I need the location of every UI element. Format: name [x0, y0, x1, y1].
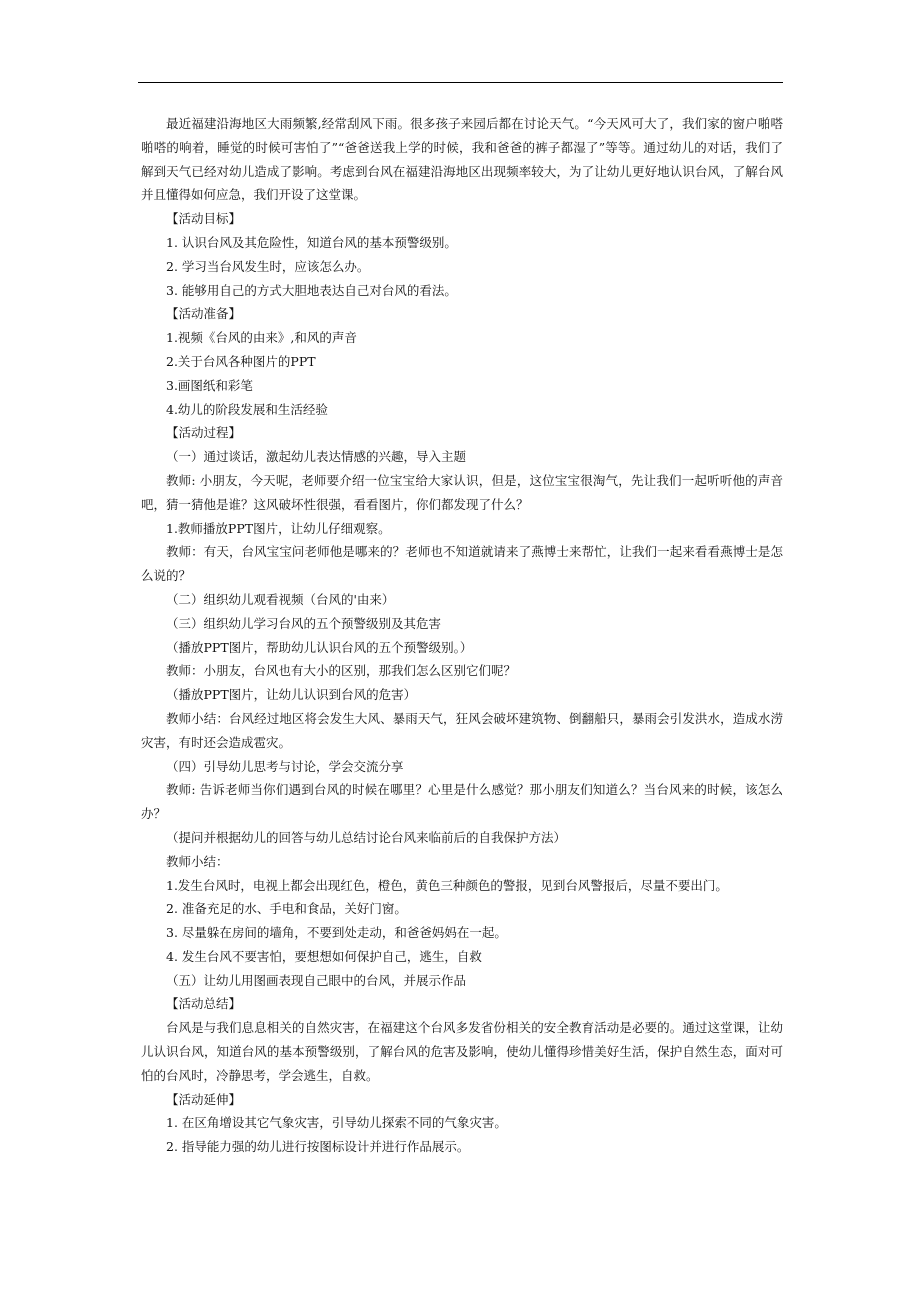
section-heading-preparation: 【活动准备】: [166, 306, 242, 322]
teacher-dialogue: 教师: 小朋友，今天呢，老师要介绍一位宝宝给大家认识，但是，这位宝宝很淘气，先让我们一起听听他的声音吧，猜一猜他是谁？这风破坏性很强，看看图片，你们都发现了什么？: [141, 472, 783, 512]
preparation-item-1: 1.视频《台风的由来》,和风的声音: [166, 330, 357, 346]
summary-item-2: 2. 准备充足的水、手电和食品，关好门窗。: [166, 901, 407, 917]
teacher-summary: 教师小结：台风经过地区将会发生大风、暴雨天气，狂风会破坏建筑物、倒翻船只，暴雨会引发洪水，造成水涝灾害，有时还会造成雹灾。: [141, 710, 783, 750]
goal-item-2: 2. 学习当台风发生时，应该怎么办。: [166, 258, 370, 274]
preparation-item-3: 3.画图纸和彩笔: [166, 377, 253, 393]
preparation-item-4: 4.幼儿的阶段发展和生活经验: [166, 401, 328, 417]
section-heading-summary: 【活动总结】: [166, 996, 242, 1012]
section-heading-extension: 【活动延伸】: [166, 1091, 242, 1107]
teacher-summary-heading: 教师小结：: [166, 853, 229, 869]
intro-paragraph: 最近福建沿海地区大雨频繁,经常刮风下雨。很多孩子来园后都在讨论天气。“今天风可大了，我们家的窗户啪嗒啪嗒的响着，睡觉的时候可害怕了”“爸爸送我上学的时候，我和爸爸的裤子都湿了”等等。通过幼儿的对话，我们了解到天气已经对幼儿造成了影响。考虑到台风在福建沿海地区出现频率较大，为了让幼儿更好地认识台风，了解台风并且懂得如何应急，我们开设了这堂课。: [141, 116, 783, 203]
summary-item-1: 1.发生台风时，电视上都会出现红色，橙色，黄色三种颜色的警报，见到台风警报后，尽量不要出门。: [166, 877, 728, 893]
extension-item-2: 2. 指导能力强的幼儿进行按图标设计并进行作品展示。: [166, 1139, 470, 1155]
summary-item-3: 3. 尽量躲在房间的墙角，不要到处走动，和爸爸妈妈在一起。: [166, 925, 507, 941]
preparation-item-2: 2.关于台风各种图片的PPT: [166, 353, 316, 369]
process-note: （播放PPT图片，帮助幼儿认识台风的五个预警级别。）: [166, 639, 473, 655]
extension-item-1: 1. 在区角增设其它气象灾害，引导幼儿探索不同的气象灾害。: [166, 1115, 507, 1131]
process-note: （提问并根据幼儿的回答与幼儿总结讨论台风来临前后的自我保护方法）: [166, 829, 567, 845]
process-note: 1.教师播放PPT图片，让幼儿仔细观察。: [166, 520, 391, 536]
process-note: （播放PPT图片，让幼儿认识到台风的危害）: [166, 687, 417, 703]
goal-item-3: 3. 能够用自己的方式大胆地表达自己对台风的看法。: [166, 282, 457, 298]
section-heading-process: 【活动过程】: [166, 425, 242, 441]
process-step-3: （三）组织幼儿学习台风的五个预警级别及其危害: [166, 615, 442, 631]
document-body: [141, 112, 783, 1159]
process-step-1: （一）通过谈话，激起幼儿表达情感的兴趣，导入主题: [166, 449, 467, 465]
teacher-dialogue: 教师：有天，台风宝宝问老师他是哪来的？老师也不知道就请来了燕博士来帮忙，让我们一起来看看燕博士是怎么说的？: [141, 544, 783, 584]
summary-item-4: 4. 发生台风不要害怕，要想想如何保护自己，逃生，自救: [166, 948, 482, 964]
goal-item-1: 1. 认识台风及其危险性，知道台风的基本预警级别。: [166, 234, 457, 250]
section-heading-goals: 【活动目标】: [166, 211, 242, 227]
teacher-dialogue: 教师：小朋友，台风也有大小的区别，那我们怎么区别它们呢？: [166, 663, 517, 679]
header-rule: [138, 82, 783, 83]
process-step-4: （四）引导幼儿思考与讨论，学会交流分享: [166, 758, 404, 774]
teacher-dialogue: 教师: 告诉老师当你们遇到台风的时候在哪里？心里是什么感觉？那小朋友们知道么？当台风来的时候，该怎么办？: [141, 782, 783, 822]
summary-paragraph: 台风是与我们息息相关的自然灾害，在福建这个台风多发省份相关的安全教育活动是必要的。通过这堂课，让幼儿认识台风，知道台风的基本预警级别，了解台风的危害及影响，使幼儿懂得珍惜美好生活，保护自然生态，面对可怕的台风时，冷静思考，学会逃生，自救。: [141, 1020, 783, 1083]
process-step-5: （五）让幼儿用图画表现自己眼中的台风，并展示作品: [166, 972, 467, 988]
process-step-2: （二）组织幼儿观看视频（台风的'由来）: [166, 591, 395, 607]
